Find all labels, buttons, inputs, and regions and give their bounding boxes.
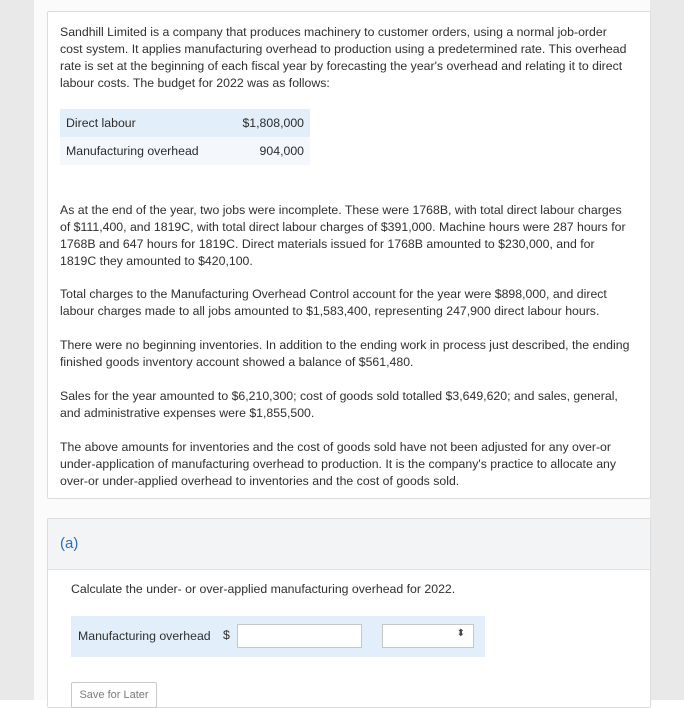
budget-amount: $1,808,000 xyxy=(226,109,310,137)
budget-label: Direct labour xyxy=(60,109,226,137)
save-for-later-button[interactable]: Save for Later xyxy=(71,682,157,708)
paragraph-sales: Sales for the year amounted to $6,210,300; cost of goods sold totalled $3,649,620; and sales, general, and administrative expenses were $1,855,500. xyxy=(60,389,618,420)
chevron-updown-icon: ⬍ xyxy=(456,628,465,639)
right-gutter xyxy=(650,0,684,700)
part-label: (a) xyxy=(60,535,79,552)
overhead-amount-input[interactable] xyxy=(237,624,362,648)
paragraph-adjustment: The above amounts for inventories and the cost of goods sold have not been adjusted for any over-or under-application of manufacturing overhead to production. It is the company's practice to allocate any over-or under-applied overhead to inventories and the cost of goods sold. xyxy=(60,440,617,488)
currency-symbol: $ xyxy=(223,628,230,642)
question-text: Calculate the under- or over-applied manufacturing overhead for 2022. xyxy=(71,582,456,596)
problem-card xyxy=(47,11,651,499)
paragraph-incomplete-jobs: As at the end of the year, two jobs were incomplete. These were 1768B, with total direct labour charges of $111,400, and 1819C, with total direct labour charges of $391,000. Machine hours were 287 hours for 1768B and 647 hours for 1819C. Direct materials issued for 1768B amounted to $230,000, and for 1819C they amounted to $420,100. xyxy=(60,203,626,268)
budget-amount: 904,000 xyxy=(226,137,310,165)
part-a-header xyxy=(48,519,650,570)
under-over-select[interactable] xyxy=(382,624,474,648)
part-a-card xyxy=(47,518,651,708)
page xyxy=(34,0,650,700)
paragraph-inventories: There were no beginning inventories. In addition to the ending work in process just described, the ending finished goods inventory account showed a balance of $561,480. xyxy=(60,338,630,369)
answer-row xyxy=(71,616,485,657)
budget-label: Manufacturing overhead xyxy=(60,137,226,165)
problem-intro: Sandhill Limited is a company that produces machinery to customer orders, using a normal job-order cost system. It applies manufacturing overhead to production using a predetermined rate. This overhead rate is set at the beginning of each fiscal year by forecasting the year's overhead and relating it to direct labour costs. The budget for 2022 was as follows: xyxy=(60,25,627,90)
budget-table xyxy=(60,109,310,165)
answer-label: Manufacturing overhead xyxy=(78,629,211,643)
budget-row-direct-labour xyxy=(60,109,310,137)
left-gutter xyxy=(0,0,34,700)
budget-row-manufacturing-overhead xyxy=(60,137,310,165)
paragraph-overhead-charges: Total charges to the Manufacturing Overhead Control account for the year were $898,000, and direct labour charges made to all jobs amounted to $1,583,400, representing 247,900 direct labour hours. xyxy=(60,287,607,318)
